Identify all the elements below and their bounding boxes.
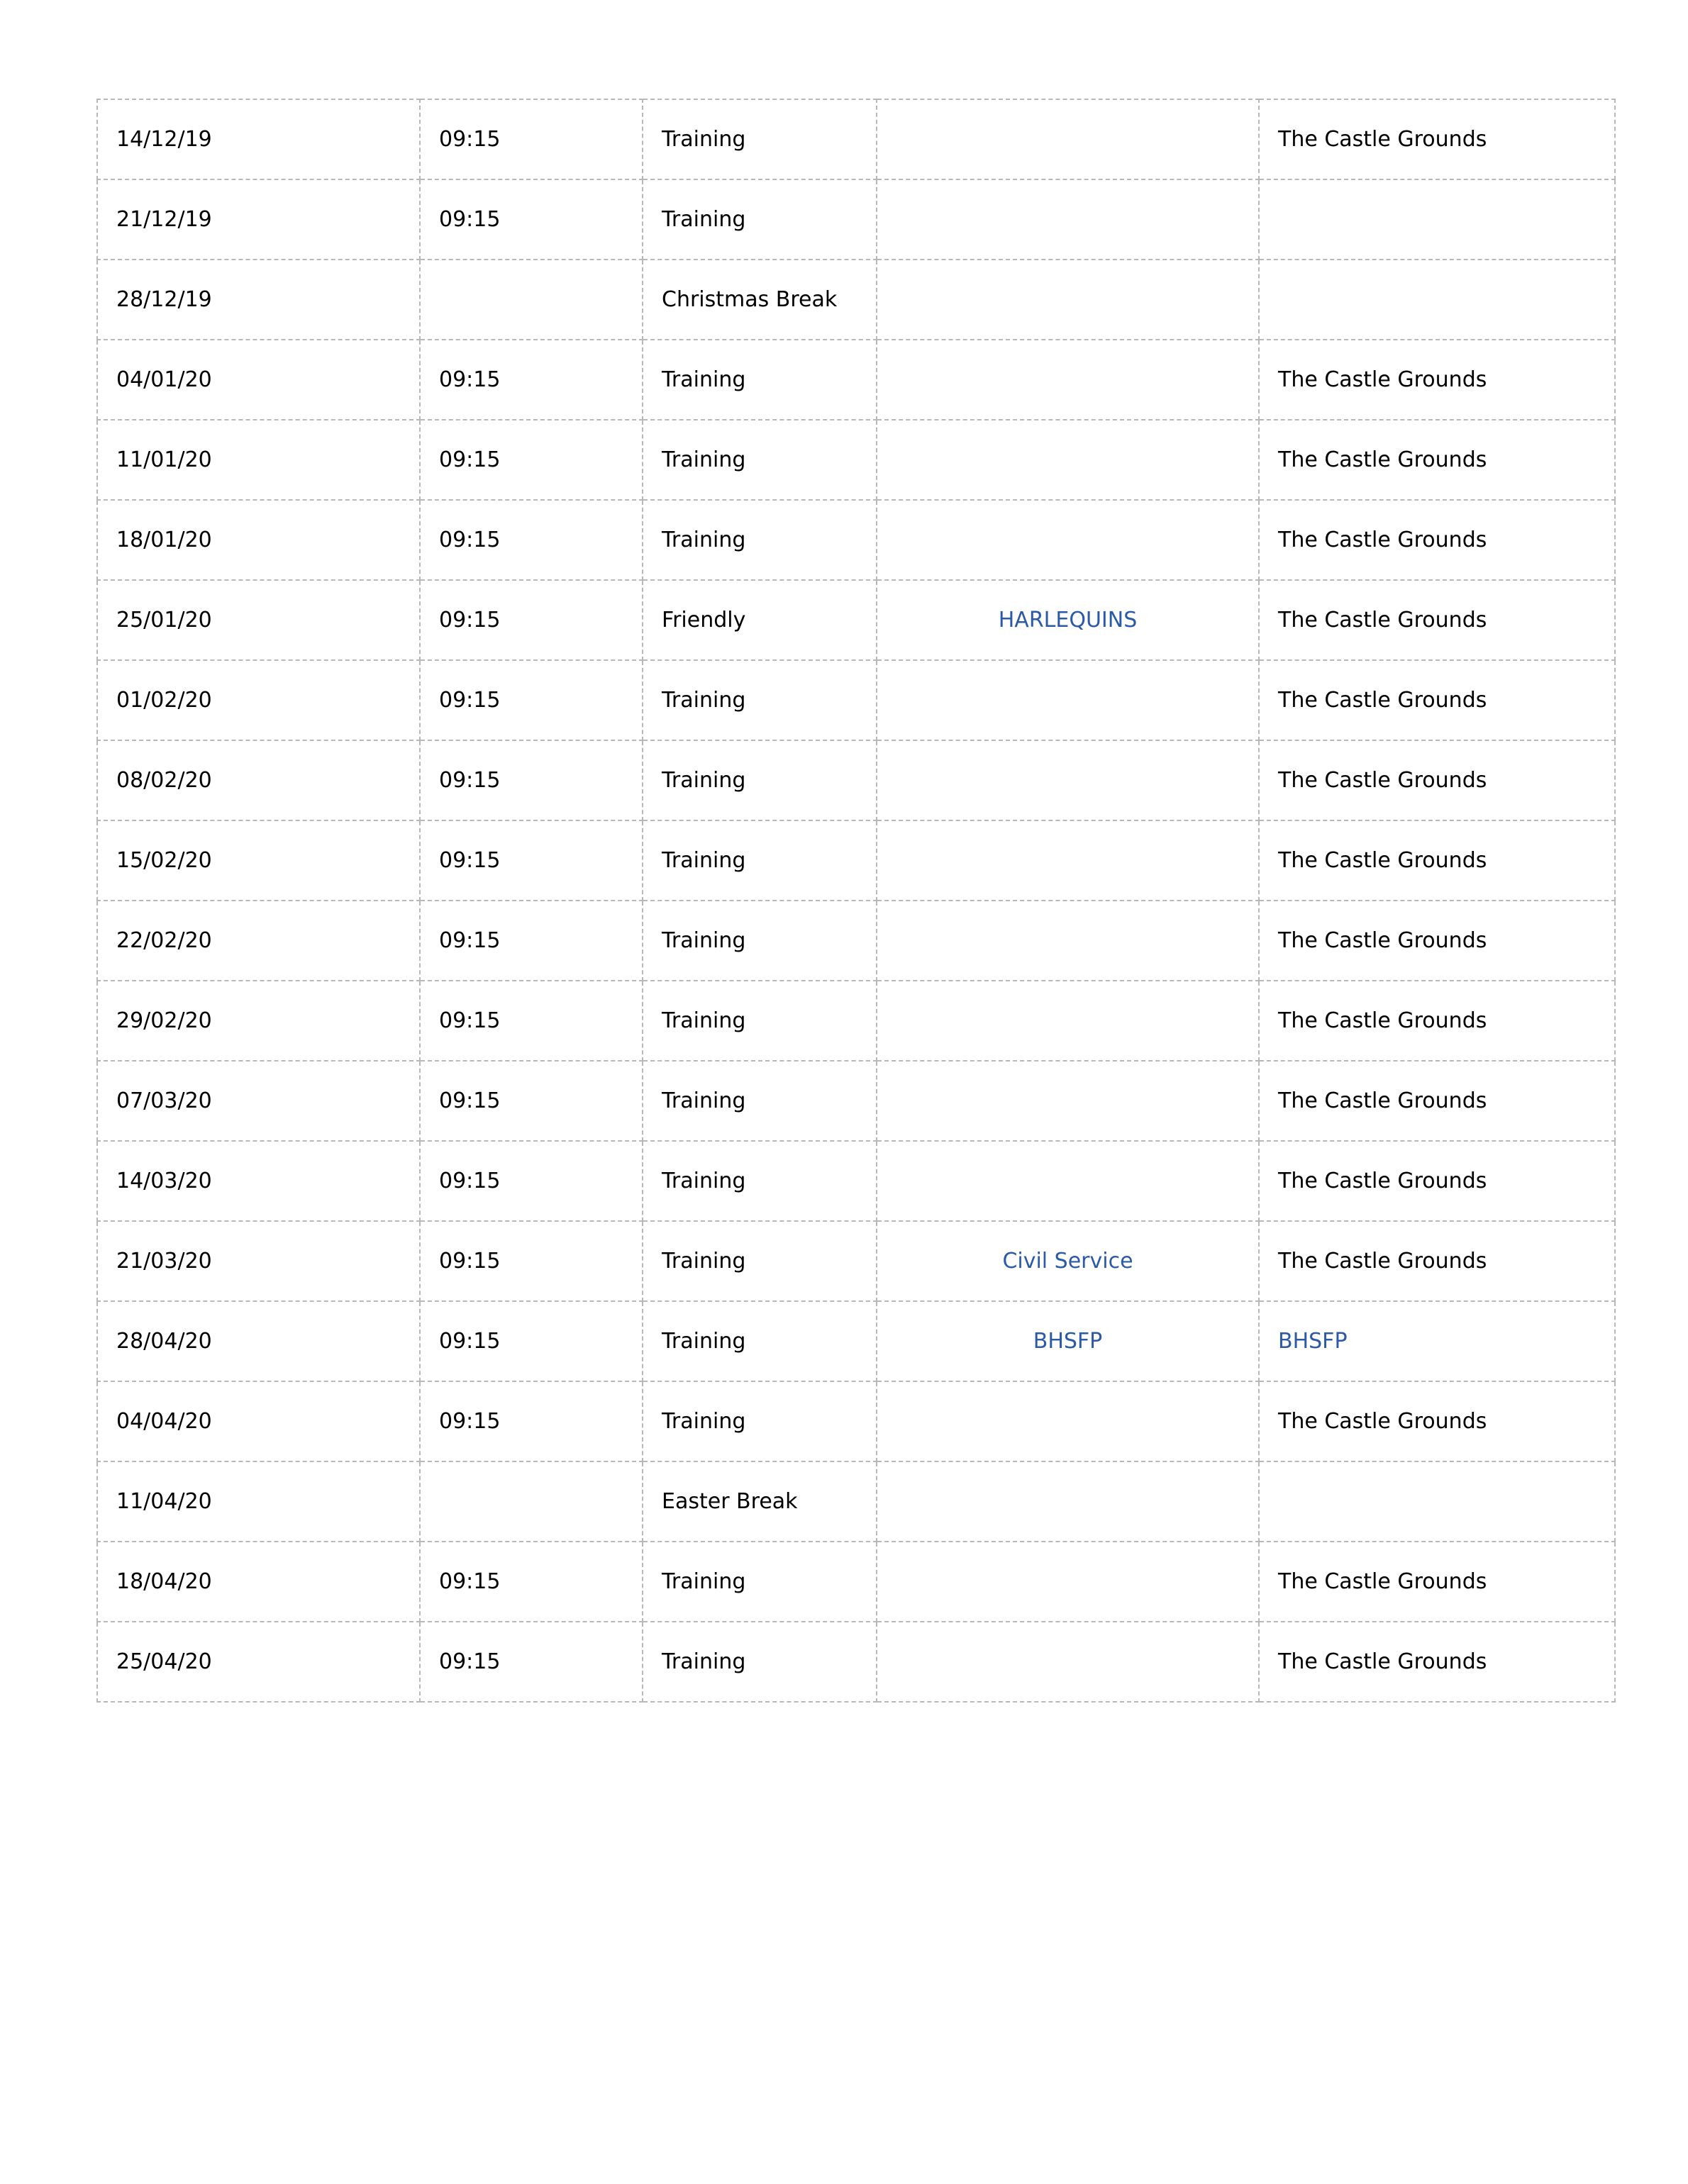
date-text: 04/04/20 xyxy=(116,1409,212,1434)
event-text: Easter Break xyxy=(662,1489,798,1514)
date-cell xyxy=(97,1221,420,1301)
venue-text: The Castle Grounds xyxy=(1278,127,1487,152)
venue-text: The Castle Grounds xyxy=(1278,608,1487,633)
venue-text: The Castle Grounds xyxy=(1278,848,1487,873)
event-cell xyxy=(643,580,877,660)
event-text: Training xyxy=(662,928,746,953)
schedule-table xyxy=(96,99,1616,1703)
opponent-cell xyxy=(877,820,1259,901)
venue-cell xyxy=(1259,99,1615,179)
date-cell xyxy=(97,179,420,260)
table-row xyxy=(97,1061,1615,1141)
date-cell xyxy=(97,1141,420,1221)
venue-text: The Castle Grounds xyxy=(1278,1569,1487,1594)
event-cell xyxy=(643,981,877,1061)
time-text: 09:15 xyxy=(439,1329,501,1354)
opponent-cell xyxy=(877,1381,1259,1461)
time-cell xyxy=(420,1461,643,1542)
venue-cell xyxy=(1259,901,1615,981)
date-cell xyxy=(97,420,420,500)
venue-text: The Castle Grounds xyxy=(1278,447,1487,472)
venue-cell xyxy=(1259,1141,1615,1221)
event-cell xyxy=(643,420,877,500)
opponent-cell xyxy=(877,740,1259,820)
table-row xyxy=(97,1542,1615,1622)
time-cell xyxy=(420,340,643,420)
venue-cell xyxy=(1259,660,1615,740)
time-cell xyxy=(420,820,643,901)
venue-cell xyxy=(1259,1461,1615,1542)
date-text: 25/01/20 xyxy=(116,608,212,633)
opponent-cell xyxy=(877,981,1259,1061)
date-text: 04/01/20 xyxy=(116,367,212,392)
date-text: 14/12/19 xyxy=(116,127,212,152)
event-cell xyxy=(643,260,877,340)
opponent-link[interactable]: BHSFP xyxy=(1033,1329,1103,1354)
time-text: 09:15 xyxy=(439,1169,501,1193)
venue-text: The Castle Grounds xyxy=(1278,367,1487,392)
table-row xyxy=(97,1622,1615,1702)
date-text: 15/02/20 xyxy=(116,848,212,873)
schedule-table-body xyxy=(97,99,1615,1702)
date-cell xyxy=(97,1061,420,1141)
event-text: Christmas Break xyxy=(662,287,838,312)
event-cell xyxy=(643,1061,877,1141)
venue-cell xyxy=(1259,580,1615,660)
venue-cell xyxy=(1259,340,1615,420)
date-cell xyxy=(97,660,420,740)
event-text: Training xyxy=(662,1329,746,1354)
time-cell xyxy=(420,1141,643,1221)
table-row xyxy=(97,580,1615,660)
opponent-cell xyxy=(877,580,1259,660)
time-cell xyxy=(420,179,643,260)
table-row xyxy=(97,1381,1615,1461)
date-text: 11/04/20 xyxy=(116,1489,212,1514)
time-text: 09:15 xyxy=(439,1008,501,1033)
date-cell xyxy=(97,981,420,1061)
date-text: 25/04/20 xyxy=(116,1649,212,1674)
event-text: Training xyxy=(662,1008,746,1033)
date-cell xyxy=(97,901,420,981)
event-cell xyxy=(643,1542,877,1622)
time-text: 09:15 xyxy=(439,528,501,552)
date-cell xyxy=(97,99,420,179)
time-cell xyxy=(420,420,643,500)
venue-cell xyxy=(1259,179,1615,260)
table-row xyxy=(97,340,1615,420)
opponent-cell xyxy=(877,660,1259,740)
date-cell xyxy=(97,500,420,580)
date-cell xyxy=(97,340,420,420)
event-cell xyxy=(643,901,877,981)
time-text: 09:15 xyxy=(439,928,501,953)
time-text: 09:15 xyxy=(439,1409,501,1434)
time-cell xyxy=(420,901,643,981)
venue-cell xyxy=(1259,1542,1615,1622)
event-text: Training xyxy=(662,848,746,873)
time-cell xyxy=(420,1381,643,1461)
opponent-link[interactable]: Civil Service xyxy=(1002,1249,1133,1274)
venue-cell xyxy=(1259,260,1615,340)
venue-text: The Castle Grounds xyxy=(1278,688,1487,713)
time-text: 09:15 xyxy=(439,367,501,392)
table-row xyxy=(97,981,1615,1061)
opponent-cell xyxy=(877,179,1259,260)
opponent-cell xyxy=(877,1061,1259,1141)
event-text: Training xyxy=(662,447,746,472)
opponent-link[interactable]: HARLEQUINS xyxy=(998,608,1138,633)
venue-cell xyxy=(1259,1381,1615,1461)
event-text: Training xyxy=(662,1249,746,1274)
table-row xyxy=(97,1461,1615,1542)
date-cell xyxy=(97,1381,420,1461)
date-text: 28/04/20 xyxy=(116,1329,212,1354)
event-text: Training xyxy=(662,1169,746,1193)
date-text: 01/02/20 xyxy=(116,688,212,713)
time-cell xyxy=(420,1221,643,1301)
date-text: 28/12/19 xyxy=(116,287,212,312)
opponent-cell xyxy=(877,1542,1259,1622)
opponent-cell xyxy=(877,1221,1259,1301)
event-cell xyxy=(643,1221,877,1301)
date-text: 18/01/20 xyxy=(116,528,212,552)
date-cell xyxy=(97,820,420,901)
table-row xyxy=(97,1141,1615,1221)
date-cell xyxy=(97,1622,420,1702)
table-row xyxy=(97,901,1615,981)
time-cell xyxy=(420,580,643,660)
date-cell xyxy=(97,740,420,820)
date-cell xyxy=(97,1301,420,1381)
time-cell xyxy=(420,260,643,340)
event-cell xyxy=(643,1381,877,1461)
opponent-cell xyxy=(877,340,1259,420)
event-text: Training xyxy=(662,1569,746,1594)
event-text: Friendly xyxy=(662,608,746,633)
venue-cell xyxy=(1259,1061,1615,1141)
event-cell xyxy=(643,500,877,580)
date-text: 08/02/20 xyxy=(116,768,212,793)
date-text: 11/01/20 xyxy=(116,447,212,472)
event-text: Training xyxy=(662,1088,746,1113)
date-text: 21/03/20 xyxy=(116,1249,212,1274)
venue-cell xyxy=(1259,420,1615,500)
table-row xyxy=(97,179,1615,260)
date-text: 07/03/20 xyxy=(116,1088,212,1113)
table-row xyxy=(97,740,1615,820)
time-cell xyxy=(420,981,643,1061)
date-text: 14/03/20 xyxy=(116,1169,212,1193)
event-text: Training xyxy=(662,127,746,152)
time-cell xyxy=(420,1542,643,1622)
opponent-cell xyxy=(877,1301,1259,1381)
venue-text: The Castle Grounds xyxy=(1278,528,1487,552)
event-text: Training xyxy=(662,207,746,232)
time-text: 09:15 xyxy=(439,1569,501,1594)
event-text: Training xyxy=(662,367,746,392)
table-row xyxy=(97,99,1615,179)
venue-link[interactable]: BHSFP xyxy=(1278,1329,1348,1354)
table-row xyxy=(97,820,1615,901)
venue-cell xyxy=(1259,981,1615,1061)
time-text: 09:15 xyxy=(439,1649,501,1674)
date-cell xyxy=(97,260,420,340)
time-cell xyxy=(420,500,643,580)
time-text: 09:15 xyxy=(439,608,501,633)
event-text: Training xyxy=(662,1649,746,1674)
opponent-cell xyxy=(877,99,1259,179)
event-cell xyxy=(643,740,877,820)
table-row xyxy=(97,500,1615,580)
event-cell xyxy=(643,1141,877,1221)
venue-cell xyxy=(1259,1622,1615,1702)
event-text: Training xyxy=(662,1409,746,1434)
time-text: 09:15 xyxy=(439,848,501,873)
table-row xyxy=(97,420,1615,500)
opponent-cell xyxy=(877,260,1259,340)
time-text: 09:15 xyxy=(439,127,501,152)
venue-text: The Castle Grounds xyxy=(1278,928,1487,953)
event-cell xyxy=(643,1301,877,1381)
opponent-cell xyxy=(877,901,1259,981)
time-cell xyxy=(420,99,643,179)
venue-cell xyxy=(1259,820,1615,901)
venue-cell xyxy=(1259,740,1615,820)
opponent-cell xyxy=(877,1461,1259,1542)
date-text: 29/02/20 xyxy=(116,1008,212,1033)
time-text: 09:15 xyxy=(439,768,501,793)
time-cell xyxy=(420,1061,643,1141)
venue-text: The Castle Grounds xyxy=(1278,1409,1487,1434)
venue-text: The Castle Grounds xyxy=(1278,1169,1487,1193)
time-text: 09:15 xyxy=(439,447,501,472)
date-text: 22/02/20 xyxy=(116,928,212,953)
date-cell xyxy=(97,1542,420,1622)
date-cell xyxy=(97,1461,420,1542)
time-text: 09:15 xyxy=(439,688,501,713)
table-row xyxy=(97,660,1615,740)
time-text: 09:15 xyxy=(439,1249,501,1274)
venue-text: The Castle Grounds xyxy=(1278,768,1487,793)
event-text: Training xyxy=(662,528,746,552)
time-text: 09:15 xyxy=(439,1088,501,1113)
venue-text: The Castle Grounds xyxy=(1278,1649,1487,1674)
venue-text: The Castle Grounds xyxy=(1278,1088,1487,1113)
table-row xyxy=(97,1301,1615,1381)
event-cell xyxy=(643,179,877,260)
date-text: 21/12/19 xyxy=(116,207,212,232)
opponent-cell xyxy=(877,500,1259,580)
event-cell xyxy=(643,99,877,179)
table-row xyxy=(97,1221,1615,1301)
time-cell xyxy=(420,1301,643,1381)
date-cell xyxy=(97,580,420,660)
event-cell xyxy=(643,660,877,740)
venue-cell xyxy=(1259,500,1615,580)
event-text: Training xyxy=(662,688,746,713)
venue-cell xyxy=(1259,1221,1615,1301)
opponent-cell xyxy=(877,1141,1259,1221)
date-text: 18/04/20 xyxy=(116,1569,212,1594)
time-cell xyxy=(420,1622,643,1702)
venue-text: The Castle Grounds xyxy=(1278,1249,1487,1274)
opponent-cell xyxy=(877,1622,1259,1702)
event-cell xyxy=(643,1622,877,1702)
opponent-cell xyxy=(877,420,1259,500)
time-text: 09:15 xyxy=(439,207,501,232)
venue-cell xyxy=(1259,1301,1615,1381)
event-text: Training xyxy=(662,768,746,793)
time-cell xyxy=(420,740,643,820)
table-row xyxy=(97,260,1615,340)
event-cell xyxy=(643,340,877,420)
event-cell xyxy=(643,1461,877,1542)
event-cell xyxy=(643,820,877,901)
venue-text: The Castle Grounds xyxy=(1278,1008,1487,1033)
time-cell xyxy=(420,660,643,740)
